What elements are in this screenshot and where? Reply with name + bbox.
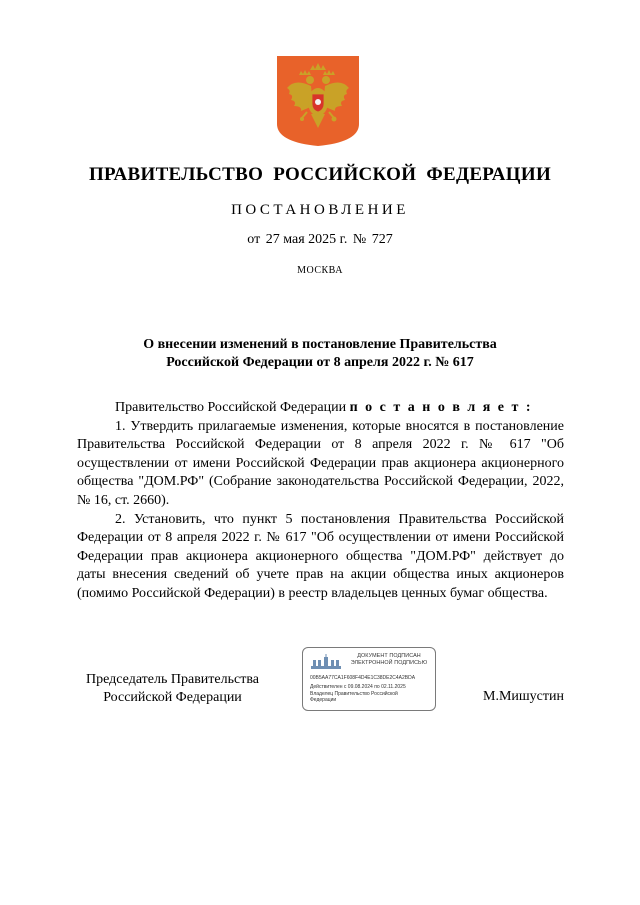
document-type: ПОСТАНОВЛЕНИЕ — [231, 202, 409, 218]
subject-line-2: Российской Федерации от 8 апреля 2022 г. № 617 — [166, 355, 474, 370]
document-body — [77, 399, 564, 604]
date-prefix: от — [247, 232, 261, 247]
stamp-owner-line-1: Владелец Правительство Российской — [310, 691, 398, 697]
number-sign: № — [352, 232, 367, 247]
paragraph-1: 1. Утвердить прилагаемые изменения, которые вносятся в постановление Правительства Российской Федерации от 8 апреля 2022 г. № 617 "Об осуществлении от имени Российской Федерации прав акционера акционерного общества "ДОМ.РФ" (Собрание законодательства Российской Федерации, 2022, № 16, ст. 2660). — [77, 418, 564, 508]
document-date: 27 мая 2025 г. — [265, 232, 348, 247]
signatory-title-line-2: Российской Федерации — [103, 690, 242, 705]
stamp-certificate: 00B5AA77CA1F608F4D4E1C38DE2C4A2BDA — [310, 675, 416, 681]
signatory-title — [70, 671, 275, 707]
stamp-validity: Действителен с 09.08.2024 по 02.11.2025 — [310, 684, 406, 690]
paragraph-2: 2. Установить, что пункт 5 постановления Правительства Российской Федерации от 8 апреля 2022 г. № 617 "Об осуществлении от имени Российской Федерации прав акционера акционерного общества "ДОМ.РФ" действует до даты внесения сведений об учете прав на акции общества иных акционеров (помимо Российской Федерации) в реестр владельцев ценных бумаг общества. — [77, 511, 564, 601]
subject-line-1: О внесении изменений в постановление Правительства — [143, 337, 497, 352]
government-building-icon — [309, 654, 343, 670]
stamp-header-line-1: ДОКУМЕНТ ПОДПИСАН — [357, 653, 421, 659]
signatory-title-line-1: Председатель Правительства — [86, 672, 259, 687]
government-title: ПРАВИТЕЛЬСТВО РОССИЙСКОЙ ФЕДЕРАЦИИ — [88, 164, 552, 185]
stamp-header-line-2: ЭЛЕКТРОННОЙ ПОДПИСЬЮ — [350, 660, 428, 666]
intro-paragraph — [77, 399, 564, 418]
city: МОСКВА — [297, 265, 343, 276]
document-date-line — [0, 232, 640, 248]
intro-text: Правительство Российской Федерации — [115, 400, 350, 415]
stamp-owner-line-2: Федерации — [310, 697, 337, 703]
signatory-name: М.Мишустин — [483, 689, 564, 704]
document-number: 727 — [371, 232, 393, 247]
e-signature-stamp — [302, 647, 436, 711]
coat-of-arms-icon — [277, 56, 359, 146]
stamp-header — [343, 653, 435, 667]
intro-decree: п о с т а н о в л я е т : — [349, 400, 533, 415]
document-subject — [100, 336, 540, 372]
